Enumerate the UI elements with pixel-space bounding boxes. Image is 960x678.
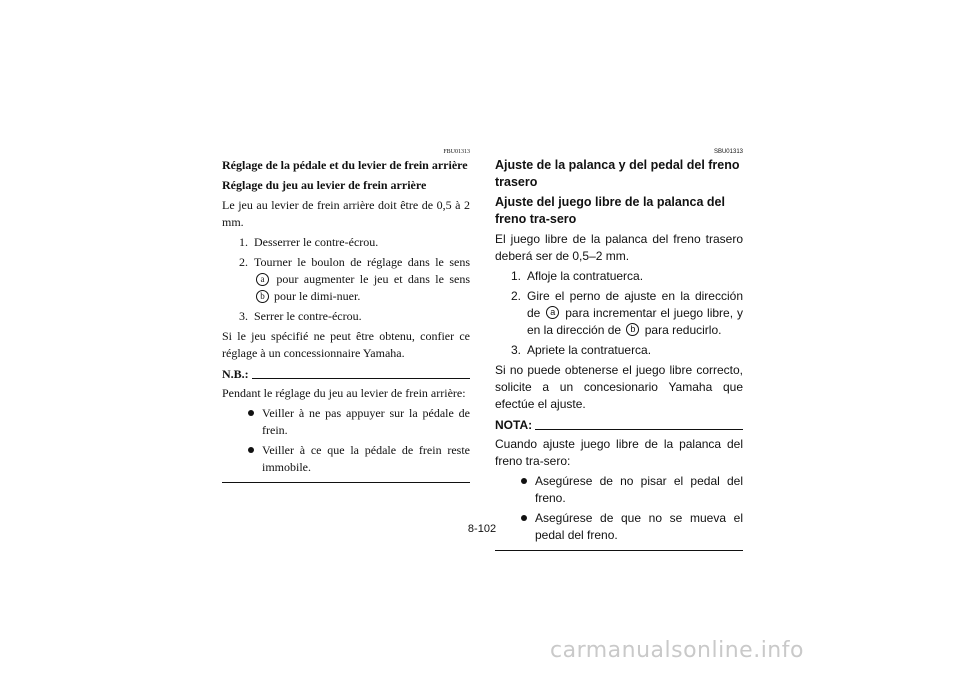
circled-a-icon: a [256,273,269,286]
circled-a-icon: a [546,306,559,319]
step-3 [222,308,470,325]
note-rule [535,429,743,430]
step-1 [495,268,743,285]
note-end-rule [222,482,470,483]
note-text: Cuando ajuste juego libre de la palanca del freno tra-sero: [495,437,743,468]
list-item: Veiller à ce que la pédale de frein reste immobile. [222,442,470,476]
step-3 [495,342,743,359]
step-number: 3. [510,343,521,357]
section-code: SBU01313 [713,149,743,155]
circled-b-icon: b [626,323,639,336]
step-number: 1. [239,235,248,249]
note-label: NOTA: [495,418,533,432]
step-text: Gire el perno de ajuste en la dirección de a para incrementar el juego libre, y en la dirección de b para reducirlo. [527,289,743,337]
list-item: Asegúrese de que no se mueva el pedal del freno. [495,510,743,544]
section-subtitle: Ajuste del juego libre de la palanca del freno tra-sero [495,195,725,226]
intro-paragraph: Le jeu au levier de frein arrière doit être de 0,5 à 2 mm. [222,198,470,229]
step-1 [222,234,470,251]
note-header [222,366,470,383]
note-label: N.B.: [222,367,249,381]
note-rule [252,378,470,379]
note-end-rule [495,550,743,551]
step-text: Serrer le contre-écrou. [254,309,362,323]
step-number: 2. [239,255,248,269]
bullet-icon [495,473,535,507]
note-header [495,417,743,434]
note-text: Pendant le réglage du jeu au levier de frein arrière: [222,386,466,400]
spanish-column [495,148,743,551]
step-number: 3. [239,309,248,323]
section-code: FBU01313 [443,149,470,155]
step-number: 1. [510,269,521,283]
list-item: Veiller à ne pas appuyer sur la pédale de frein. [222,405,470,439]
page-number: 8-102 [467,523,497,535]
step-text: Afloje la contratuerca. [527,269,644,283]
step-2 [222,254,470,305]
bullet-icon [222,405,262,439]
step-number: 2. [510,289,521,303]
section-title: Réglage de la pédale et du levier de frein arrière [222,158,468,172]
intro-paragraph: El juego libre de la palanca del freno trasero deberá ser de 0,5–2 mm. [495,232,743,263]
after-paragraph: Si le jeu spécifié ne peut être obtenu, confier ce réglage à un concessionnaire Yamaha. [222,329,470,360]
after-paragraph: Si no puede obtenerse el juego libre correcto, solicite a un concesionario Yamaha que efectúe el ajuste. [495,363,743,411]
bullet-icon [222,442,262,476]
step-text: Desserrer le contre-écrou. [254,235,379,249]
watermark: carmanualsonline.info [550,638,804,663]
section-title: Ajuste de la palanca y del pedal del freno trasero [495,158,740,189]
section-subtitle: Réglage du jeu au levier de frein arrière [222,178,427,192]
step-text: Apriete la contratuerca. [527,343,652,357]
circled-b-icon: b [256,290,269,303]
list-item: Asegúrese de no pisar el pedal del freno. [495,473,743,507]
step-2 [495,288,743,339]
step-text: Tourner le boulon de réglage dans le sens a pour augmenter le jeu et dans le sens b pour le dimi-nuer. [254,255,470,303]
french-column [222,148,470,483]
